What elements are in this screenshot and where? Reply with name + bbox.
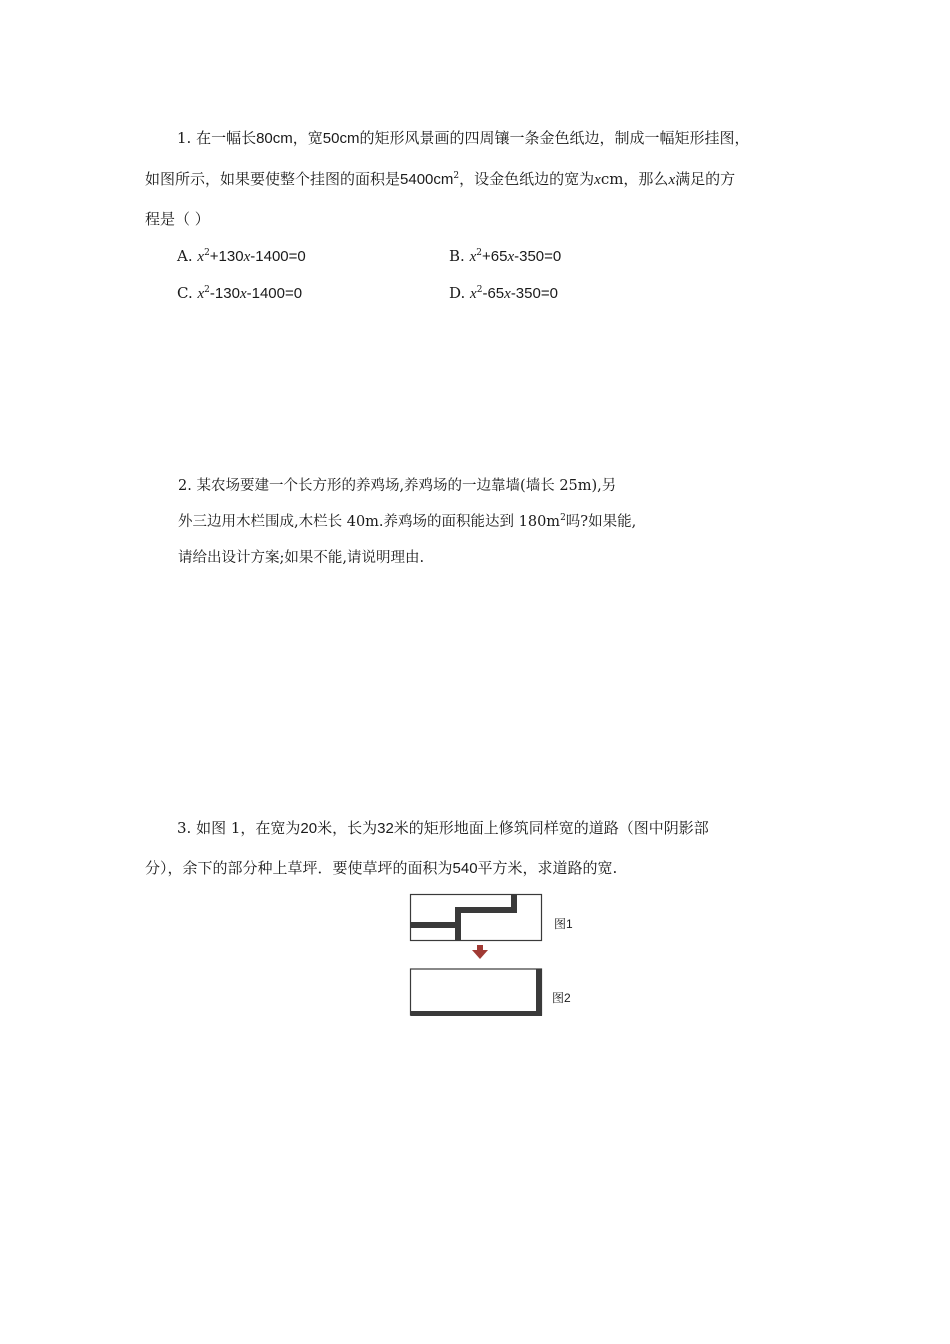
q1-line-3: 程是（ ） [145,210,210,228]
road-figures [408,893,548,1019]
figure-1-label: 图1 [554,917,573,931]
road-horizontal-combined [411,1011,542,1016]
down-arrow [472,945,488,959]
q2-line-1: 2. 某农场要建一个长方形的养鸡场,养鸡场的一边靠墙(墙长 25m),另 [178,478,617,494]
figure-2-field [411,969,542,1015]
road-vertical-combined [536,969,542,1016]
q1-option-b[interactable]: B. $x^2+65x-350=0$ [449,247,562,265]
q3-line-1: 3. 如图 1，在宽为20米，长为32米的矩形地面上修筑同样宽的道路（图中阴影部 [177,819,709,837]
figure-2 [411,969,543,1016]
q3-line-2: 分），余下的部分种上草坪．要使草坪的面积为540平方米，求道路的宽. [145,859,618,877]
figure-1 [411,895,542,942]
q1-option-a[interactable]: A. $x^2+130x-1400=0$ [177,247,306,265]
q2-line-2: 外三边用木栏围成,木栏长 40m.养鸡场的面积能达到 $180m^2$吗?如果能, [178,513,637,530]
q1-option-c[interactable]: C. $x^2-130x-1400=0$ [177,284,303,302]
figure-2-label: 图2 [552,991,571,1005]
road-horizontal-lower [411,922,461,928]
road-horizontal-upper [455,907,517,913]
figure-1-field [411,895,542,941]
q1-option-d[interactable]: D. $x^2-65x-350=0$ [449,284,558,302]
q2-line-3: 请给出设计方案;如果不能,请说明理由. [178,550,425,566]
q1-line-1: 1. 在一幅长80cm，宽50cm的矩形风景画的四周镶一条金色纸边，制成一幅矩形挂图， [177,129,750,147]
q1-line-2: 如图所示，如果要使整个挂图的面积是$5400cm^2$，设金色纸边的宽为xcm，那么x满足的方 [145,170,736,188]
